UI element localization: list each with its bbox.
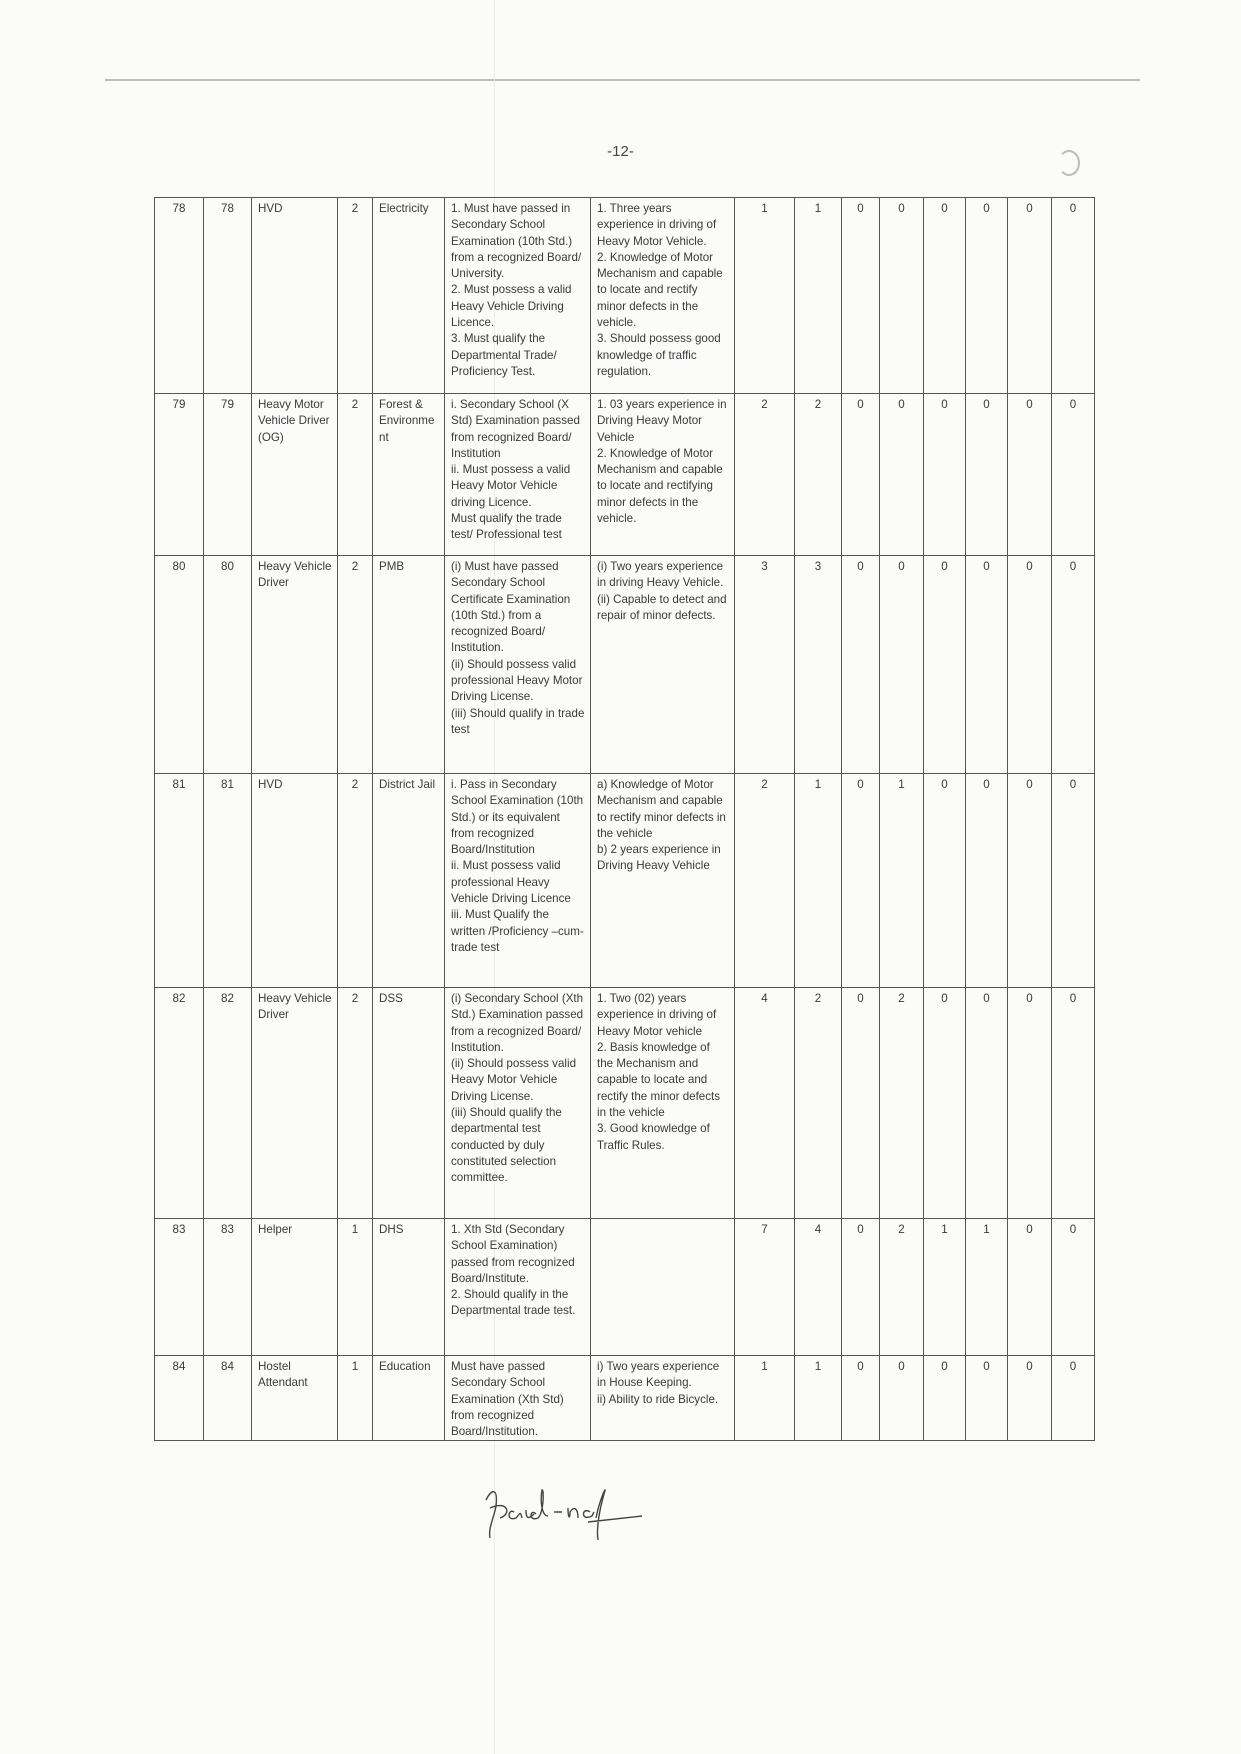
- qualification-cell: [445, 988, 591, 1219]
- vacancy-count: 0: [1008, 394, 1052, 556]
- post-name: Heavy Vehicle Driver: [252, 988, 338, 1219]
- vacancy-count: 2: [735, 774, 795, 988]
- vacancy-count: 1: [795, 1356, 842, 1441]
- qualification-item: Must have passed Secondary School Examination (Xth Std) from recognized Board/Institution.: [451, 1360, 564, 1439]
- post-number: 80: [204, 556, 252, 774]
- vacancy-count: 0: [1008, 1219, 1052, 1356]
- post-number: 83: [204, 1219, 252, 1356]
- department: Education: [373, 1356, 445, 1441]
- vacancy-count: 0: [842, 198, 880, 394]
- post-name: HVD: [252, 774, 338, 988]
- experience-cell: [591, 1219, 735, 1356]
- table-row: [155, 556, 1095, 774]
- grade: 1: [338, 1356, 373, 1441]
- department: DHS: [373, 1219, 445, 1356]
- qualification-item: 1. Must have passed in Secondary School Examination (10th Std.) from a recognized Board/ University.: [451, 202, 582, 281]
- vacancy-count: 0: [1008, 556, 1052, 774]
- vacancy-count: 0: [1008, 198, 1052, 394]
- qualification-item: i. Secondary School (X Std) Examination passed from recognized Board/ Institution: [451, 398, 580, 460]
- vacancy-count: 0: [924, 988, 966, 1219]
- vacancy-count: 0: [966, 1356, 1008, 1441]
- qualification-item: 2. Must possess a valid Heavy Vehicle Driving Licence.: [451, 283, 572, 330]
- vacancy-count: 0: [1052, 394, 1095, 556]
- experience-item: 1. Two (02) years experience in driving of Heavy Motor vehicle: [597, 992, 717, 1038]
- grade: 2: [338, 774, 373, 988]
- post-number: 84: [204, 1356, 252, 1441]
- experience-item: 2. Basis knowledge of the Mechanism and capable to locate and rectify the minor defects in the vehicle: [597, 1040, 721, 1120]
- table-row: [155, 774, 1095, 988]
- qualification-cell: [445, 1219, 591, 1356]
- post-name: Helper: [252, 1219, 338, 1356]
- experience-item: b) 2 years experience in Driving Heavy Vehicle: [597, 843, 721, 873]
- experience-cell: [591, 394, 735, 556]
- vacancy-count: 0: [842, 988, 880, 1219]
- experience-cell: [591, 556, 735, 774]
- vacancy-count: 0: [966, 988, 1008, 1219]
- experience-cell: [591, 774, 735, 988]
- vacancy-count: 3: [735, 556, 795, 774]
- vacancy-count: 2: [880, 1219, 924, 1356]
- vacancy-count: 0: [924, 198, 966, 394]
- grade: 1: [338, 1219, 373, 1356]
- serial-number: 83: [155, 1219, 204, 1356]
- vacancy-count: 0: [924, 394, 966, 556]
- vacancy-count: 0: [1008, 774, 1052, 988]
- qualification-item: (iii) Should qualify the departmental test conducted by duly constituted selection committee.: [451, 1106, 562, 1185]
- post-number: 82: [204, 988, 252, 1219]
- qualification-item: (ii) Should possess valid Heavy Motor Vehicle Driving License.: [451, 1057, 577, 1103]
- qualification-item: 2. Should qualify in the Departmental trade test.: [451, 1288, 576, 1318]
- serial-number: 84: [155, 1356, 204, 1441]
- vacancy-count: 0: [880, 556, 924, 774]
- vacancy-count: 2: [880, 988, 924, 1219]
- qualification-item: i. Pass in Secondary School Examination (10th Std.) or its equivalent from recognized Board/Institution: [451, 778, 584, 857]
- vacancy-count: 1: [795, 774, 842, 988]
- post-name: Hostel Attendant: [252, 1356, 338, 1441]
- qualification-cell: [445, 774, 591, 988]
- qualification-item: (iii) Should qualify in trade test: [451, 706, 585, 736]
- table-row: [155, 394, 1095, 556]
- vacancy-count: 0: [880, 1356, 924, 1441]
- department: Electricity: [373, 198, 445, 394]
- qualification-item: 3. Must qualify the Departmental Trade/ Proficiency Test.: [451, 332, 557, 378]
- posts-table: [154, 197, 1095, 1441]
- vacancy-count: 0: [1052, 198, 1095, 394]
- experience-item: 1. Three years experience in driving of Heavy Motor Vehicle.: [597, 202, 717, 248]
- signature: [478, 1478, 648, 1548]
- vacancy-count: 1: [966, 1219, 1008, 1356]
- qualification-cell: [445, 394, 591, 556]
- vacancy-count: 0: [966, 774, 1008, 988]
- vacancy-count: 0: [1052, 1356, 1095, 1441]
- department: District Jail: [373, 774, 445, 988]
- vacancy-count: 1: [735, 198, 795, 394]
- post-name: Heavy Motor Vehicle Driver (OG): [252, 394, 338, 556]
- qualification-item: (i) Secondary School (Xth Std.) Examination passed from a recognized Board/ Institution.: [451, 992, 584, 1054]
- grade: 2: [338, 394, 373, 556]
- qualification-item: Must qualify the trade test/ Professional test: [451, 512, 562, 542]
- post-number: 78: [204, 198, 252, 394]
- experience-item: 3. Should possess good knowledge of traffic regulation.: [597, 332, 721, 378]
- vacancy-count: 0: [924, 1356, 966, 1441]
- vacancy-count: 0: [1008, 1356, 1052, 1441]
- qualification-cell: [445, 198, 591, 394]
- experience-item: (i) Two years experience in driving Heavy Vehicle.: [597, 560, 724, 590]
- serial-number: 78: [155, 198, 204, 394]
- qualification-item: (i) Must have passed Secondary School Certificate Examination (10th Std.) from a recognized Board/ Institution.: [451, 560, 571, 655]
- vacancy-count: 7: [735, 1219, 795, 1356]
- vacancy-count: 0: [1008, 988, 1052, 1219]
- qualification-cell: [445, 556, 591, 774]
- experience-cell: [591, 198, 735, 394]
- experience-cell: [591, 1356, 735, 1441]
- scan-top-edge-line: [105, 79, 1140, 81]
- vacancy-count: 3: [795, 556, 842, 774]
- vacancy-count: 1: [924, 1219, 966, 1356]
- department: PMB: [373, 556, 445, 774]
- vacancy-count: 0: [842, 1219, 880, 1356]
- qualification-item: ii. Must possess a valid Heavy Motor Vehicle driving Licence.: [451, 463, 571, 509]
- vacancy-count: 2: [795, 988, 842, 1219]
- vacancy-count: 0: [880, 394, 924, 556]
- post-name: Heavy Vehicle Driver: [252, 556, 338, 774]
- vacancy-count: 0: [842, 556, 880, 774]
- department: Forest & Environment: [373, 394, 445, 556]
- post-number: 81: [204, 774, 252, 988]
- vacancy-count: 0: [924, 774, 966, 988]
- vacancy-count: 0: [966, 394, 1008, 556]
- post-number: 79: [204, 394, 252, 556]
- vacancy-count: 0: [966, 198, 1008, 394]
- vacancy-count: 0: [842, 1356, 880, 1441]
- qualification-item: iii. Must Qualify the written /Proficiency –cum-trade test: [451, 908, 584, 954]
- experience-item: ii) Ability to ride Bicycle.: [597, 1392, 719, 1406]
- qualification-item: 1. Xth Std (Secondary School Examination) passed from recognized Board/Institute.: [451, 1223, 575, 1285]
- table-row: [155, 1356, 1095, 1441]
- grade: 2: [338, 556, 373, 774]
- table-row: [155, 198, 1095, 394]
- qualification-item: ii. Must possess valid professional Heavy Vehicle Driving Licence: [451, 859, 571, 906]
- department: DSS: [373, 988, 445, 1219]
- vacancy-count: 0: [1052, 1219, 1095, 1356]
- serial-number: 80: [155, 556, 204, 774]
- vacancy-count: 0: [924, 556, 966, 774]
- vacancy-count: 2: [795, 394, 842, 556]
- experience-item: 2. Knowledge of Motor Mechanism and capable to locate and rectifying minor defects in the vehicle.: [597, 446, 723, 526]
- qualification-item: (ii) Should possess valid professional Heavy Motor Driving License.: [451, 657, 583, 704]
- table-row: [155, 1219, 1095, 1356]
- serial-number: 79: [155, 394, 204, 556]
- vacancy-count: 1: [795, 198, 842, 394]
- vacancy-count: 0: [1052, 556, 1095, 774]
- qualification-cell: [445, 1356, 591, 1441]
- vacancy-count: 1: [735, 1356, 795, 1441]
- vacancy-count: 1: [880, 774, 924, 988]
- post-name: HVD: [252, 198, 338, 394]
- experience-item: i) Two years experience in House Keeping.: [597, 1360, 720, 1390]
- experience-item: 3. Good knowledge of Traffic Rules.: [597, 1122, 710, 1152]
- vacancy-count: 0: [1052, 774, 1095, 988]
- vacancy-count: 0: [842, 774, 880, 988]
- vacancy-count: 4: [795, 1219, 842, 1356]
- serial-number: 81: [155, 774, 204, 988]
- vacancy-count: 0: [880, 198, 924, 394]
- serial-number: 82: [155, 988, 204, 1219]
- vacancy-count: 0: [1052, 988, 1095, 1219]
- vacancy-count: 0: [966, 556, 1008, 774]
- grade: 2: [338, 198, 373, 394]
- table-row: [155, 988, 1095, 1219]
- vacancy-count: 4: [735, 988, 795, 1219]
- experience-item: 2. Knowledge of Motor Mechanism and capable to locate and rectify minor defects in the vehicle.: [597, 250, 723, 330]
- vacancy-count: 0: [842, 394, 880, 556]
- experience-cell: [591, 988, 735, 1219]
- grade: 2: [338, 988, 373, 1219]
- experience-item: (ii) Capable to detect and repair of minor defects.: [597, 592, 727, 622]
- experience-item: a) Knowledge of Motor Mechanism and capable to rectify minor defects in the vehicle: [597, 778, 726, 840]
- vacancy-count: 2: [735, 394, 795, 556]
- page-number: -12-: [607, 143, 634, 160]
- experience-item: 1. 03 years experience in Driving Heavy Motor Vehicle: [597, 398, 727, 444]
